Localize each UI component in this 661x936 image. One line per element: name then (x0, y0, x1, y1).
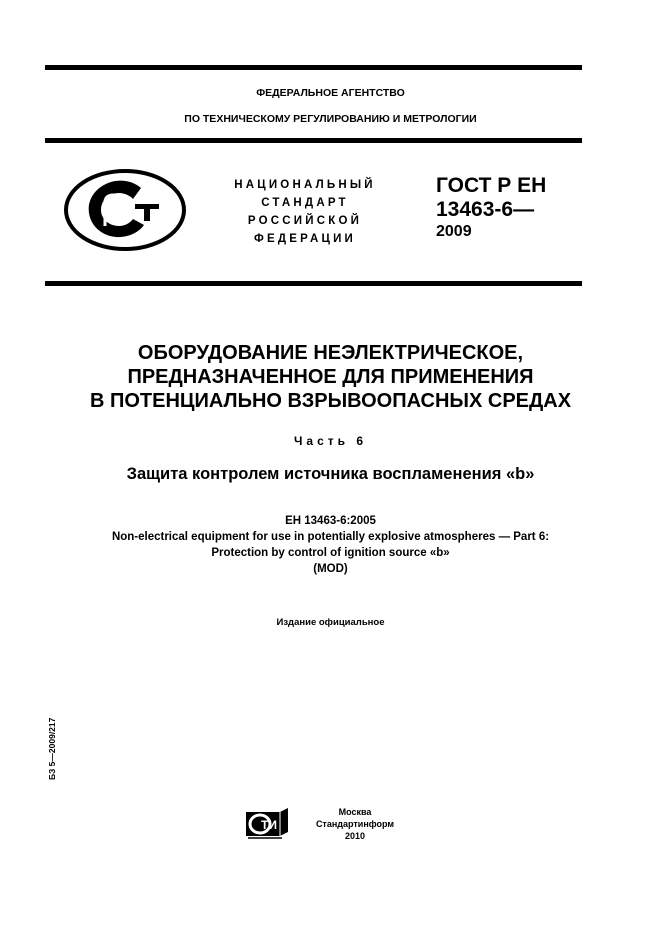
edition-label: Издание официальное (276, 617, 385, 628)
national-standard-line: СТАНДАРТ (261, 197, 349, 209)
publisher-info (300, 806, 410, 842)
document-part: Часть 6 (293, 434, 368, 448)
title-rule (45, 281, 582, 286)
publisher-year: 2010 (344, 831, 366, 841)
en-reference-title-2: Protection by control of ignition source «b» (211, 547, 450, 559)
standartinform-logo-icon (244, 806, 290, 845)
top-rule (45, 65, 582, 70)
document-title-line-2: ПРЕДНАЗНАЧЕННОЕ ДЛЯ ПРИМЕНЕНИЯ (127, 366, 534, 388)
en-reference-mod: (MOD) (313, 563, 348, 575)
document-title-line-3: В ПОТЕНЦИАЛЬНО ВЗРЫВООПАСНЫХ СРЕДАХ (89, 390, 572, 412)
standard-code-line-1: ГОСТ Р ЕН (436, 174, 547, 197)
header-rule (45, 138, 582, 143)
standard-code-year: 2009 (436, 223, 472, 240)
document-subtitle: Защита контролем источника воспламенения «b» (126, 465, 535, 483)
en-reference-code: EH 13463-6:2005 (285, 515, 376, 527)
agency-line-1: ФЕДЕРАЛЬНОЕ АГЕНТСТВО (256, 87, 405, 99)
standard-code-line-2: 13463-6— (436, 198, 535, 221)
national-standard-line: НАЦИОНАЛЬНЫЙ (234, 179, 376, 191)
en-reference-title-1: Non-electrical equipment for use in potentially explosive atmospheres — Part 6: (111, 531, 550, 543)
national-standard-line: РОССИЙСКОЙ (247, 215, 363, 227)
agency-line-2: ПО ТЕХНИЧЕСКОМУ РЕГУЛИРОВАНИЮ И МЕТРОЛОГИИ (184, 113, 477, 125)
publisher-name: Стандартинформ (315, 819, 395, 829)
rst-gost-emblem-icon (63, 168, 187, 257)
side-code: БЗ 5—2009/217 (47, 717, 57, 780)
national-standard-line: ФЕДЕРАЦИИ (253, 233, 357, 245)
document-title-line-1: ОБОРУДОВАНИЕ НЕЭЛЕКТРИЧЕСКОЕ, (137, 342, 524, 364)
svg-text:ТИ: ТИ (261, 818, 277, 832)
publisher-city: Москва (338, 807, 372, 817)
standard-code (436, 174, 546, 242)
national-standard-label (210, 176, 400, 248)
